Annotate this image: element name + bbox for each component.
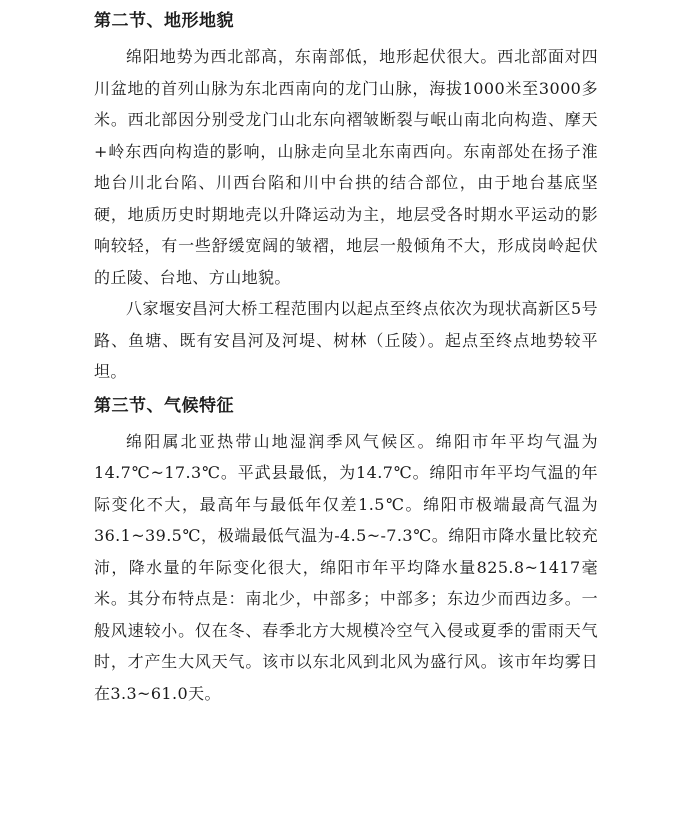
document-page — [94, 8, 598, 709]
section-heading-climate: 第三节、气候特征 — [94, 395, 234, 416]
project-area-paragraph: 八家堰安昌河大桥工程范围内以起点至终点依次为现状高新区5号路、鱼塘、既有安昌河及河堤、树林（丘陵）。起点至终点地势较平坦。 — [94, 299, 598, 381]
terrain-paragraph: 绵阳地势为西北部高，东南部低，地形起伏很大。西北部面对四川盆地的首列山脉为东北西南向的龙门山脉，海拔1000米至3000多米。西北部因分别受龙门山北东向褶皱断裂与岷山南北向构造、摩天+岭东西向构造的影响，山脉走向呈北东南西向。东南部处在扬子淮地台川北台陷、川西台陷和川中台拱的结合部位，由于地台基底坚硬，地质历史时期地壳以升降运动为主，地层受各时期水平运动的影响较轻，有一些舒缓宽阔的皱褶，地层一般倾角不大，形成岗岭起伏的丘陵、台地、方山地貌。 — [94, 47, 598, 287]
climate-paragraph: 绵阳属北亚热带山地湿润季风气候区。绵阳市年平均气温为14.7℃~17.3℃。平武县最低，为14.7℃。绵阳市年平均气温的年际变化不大，最高年与最低年仅差1.5℃。绵阳市极端最高气温为36.1~39.5℃，极端最低气温为-4.5~-7.3℃。绵阳市降水量比较充沛，降水量的年际变化很大，绵阳市年平均降水量825.8~1417毫米。其分布特点是：南北少，中部多；中部多；东边少而西边多。一般风速较小。仅在冬、春季北方大规模冷空气入侵或夏季的雷雨天气时，才产生大风天气。该市以东北风到北风为盛行风。该市年均雾日在3.3~61.0天。 — [94, 431, 598, 703]
section-heading-terrain: 第二节、地形地貌 — [94, 11, 234, 31]
